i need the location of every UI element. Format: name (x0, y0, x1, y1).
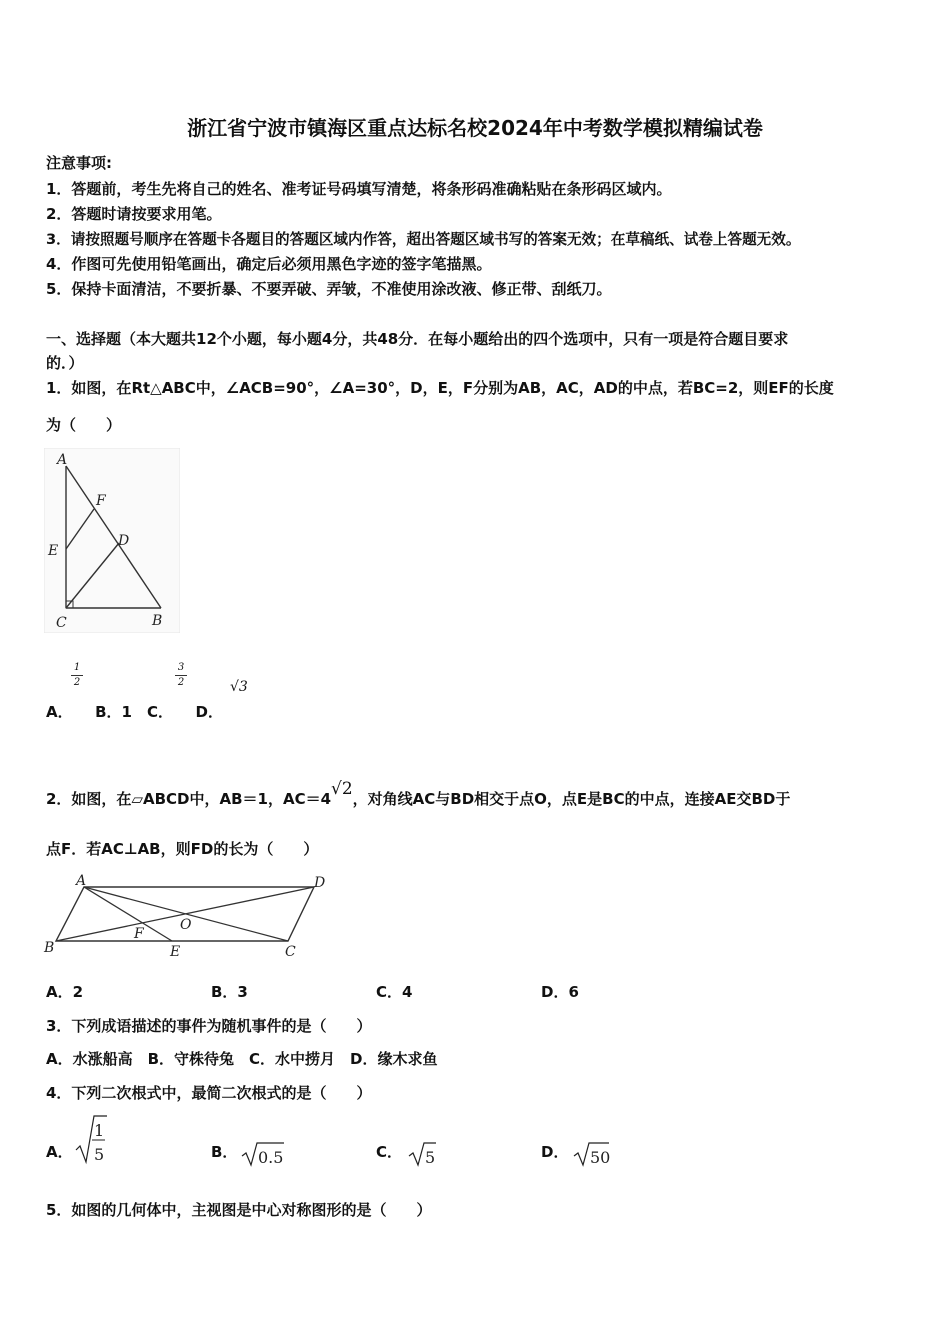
fraction-denominator: 5 (94, 1145, 105, 1164)
radicand: 50 (590, 1148, 610, 1167)
fraction-denominator: 2 (73, 677, 81, 688)
label-b: B (44, 940, 55, 956)
notice-item: 5．保持卡面清洁，不要折暴、不要弄破、弄皱，不准使用涂改液、修正带、刮纸刀。 (46, 280, 612, 298)
q1-triangle-figure (44, 448, 180, 633)
q2-sqrt: √2 (331, 779, 353, 799)
q1-option-c-fraction (175, 662, 187, 689)
q3-options: A．水涨船高 B．守株待兔 C．水中捞月 D．缘木求鱼 (46, 1050, 438, 1068)
label-o: O (180, 917, 192, 933)
label-c: C (56, 615, 67, 631)
fraction-numerator: 3 (177, 662, 185, 673)
label-a: A (57, 452, 68, 468)
q4-option-d-label: D． (541, 1143, 569, 1161)
notice-item: 2．答题时请按要求用笔。 (46, 205, 222, 223)
fraction-numerator: 1 (73, 662, 81, 673)
q4-option-d-radical (572, 1140, 610, 1168)
q4-option-b-label: B． (211, 1143, 238, 1161)
label-b: B (152, 613, 163, 629)
q2-option-a: A．2 (46, 983, 84, 1001)
fraction-bar (71, 675, 83, 676)
notice-item: 4．作图可先使用铅笔画出，确定后必须用黑色字迹的签字笔描黑。 (46, 255, 492, 273)
q1-option-d-sqrt: √3 (230, 679, 248, 695)
section-heading: 一、选择题（本大题共12个小题，每小题4分，共48分．在每小题给出的四个选项中，只有一项是符合题目要求 (46, 330, 789, 348)
q5-stem: 5．如图的几何体中，主视图是中心对称图形的是（ ） (46, 1201, 432, 1219)
label-a: A (76, 873, 87, 889)
label-e: E (48, 543, 59, 559)
q1-option-a-fraction (71, 662, 83, 689)
notice-item: 3．请按照题号顺序在答题卡各题目的答题区域内作答，超出答题区域书写的答案无效；在草稿纸、试卷上答题无效。 (46, 231, 801, 248)
q2-stem-part1: 2．如图，在▱ABCD中，AB＝1，AC＝4 (46, 790, 332, 808)
q4-option-c-label: C． (376, 1143, 403, 1161)
label-c: C (285, 944, 296, 960)
radicand: 0.5 (258, 1148, 284, 1167)
fraction-denominator: 2 (177, 677, 185, 688)
q2-stem-cont: 点F．若AC⊥AB，则FD的长为（ ） (46, 840, 319, 858)
label-f: F (134, 926, 144, 942)
q1-options: A． B．1 C． D． (46, 703, 223, 721)
fraction-bar (175, 675, 187, 676)
label-e: E (170, 944, 181, 960)
q1-stem: 1．如图，在Rt△ABC中，∠ACB=90°，∠A=30°，D，E，F分别为AB，AC，AD的中点，若BC=2，则EF的长度 (46, 379, 834, 397)
q2-parallelogram-figure (42, 870, 342, 962)
page-title: 浙江省宁波市镇海区重点达标名校2024年中考数学模拟精编试卷 (187, 116, 763, 140)
notice-item: 1．答题前，考生先将自己的姓名、准考证号码填写清楚，将条形码准确粘贴在条形码区域内。 (46, 180, 672, 198)
q3-stem: 3．下列成语描述的事件为随机事件的是（ ） (46, 1017, 372, 1035)
section-heading-cont: 的．） (46, 354, 84, 372)
q2-option-c: C．4 (376, 983, 413, 1001)
q2-option-b: B．3 (211, 983, 248, 1001)
q2-option-d: D．6 (541, 983, 579, 1001)
label-d: D (118, 533, 130, 549)
q4-option-a-radical (74, 1112, 108, 1168)
fraction-numerator: 1 (94, 1121, 105, 1140)
q4-option-a-label: A． (46, 1143, 73, 1161)
q2-stem-part2: ，对角线AC与BD相交于点O，点E是BC的中点，连接AE交BD于 (352, 790, 791, 808)
label-f: F (96, 493, 106, 509)
q4-option-c-radical (407, 1140, 437, 1168)
q2-stem (46, 779, 791, 809)
notice-heading: 注意事项: (46, 154, 112, 172)
q1-stem-cont: 为（ ） (46, 416, 122, 434)
q4-option-b-radical (240, 1140, 286, 1168)
label-d: D (314, 875, 326, 891)
radicand: 5 (425, 1148, 436, 1167)
q4-stem: 4．下列二次根式中，最简二次根式的是（ ） (46, 1084, 372, 1102)
